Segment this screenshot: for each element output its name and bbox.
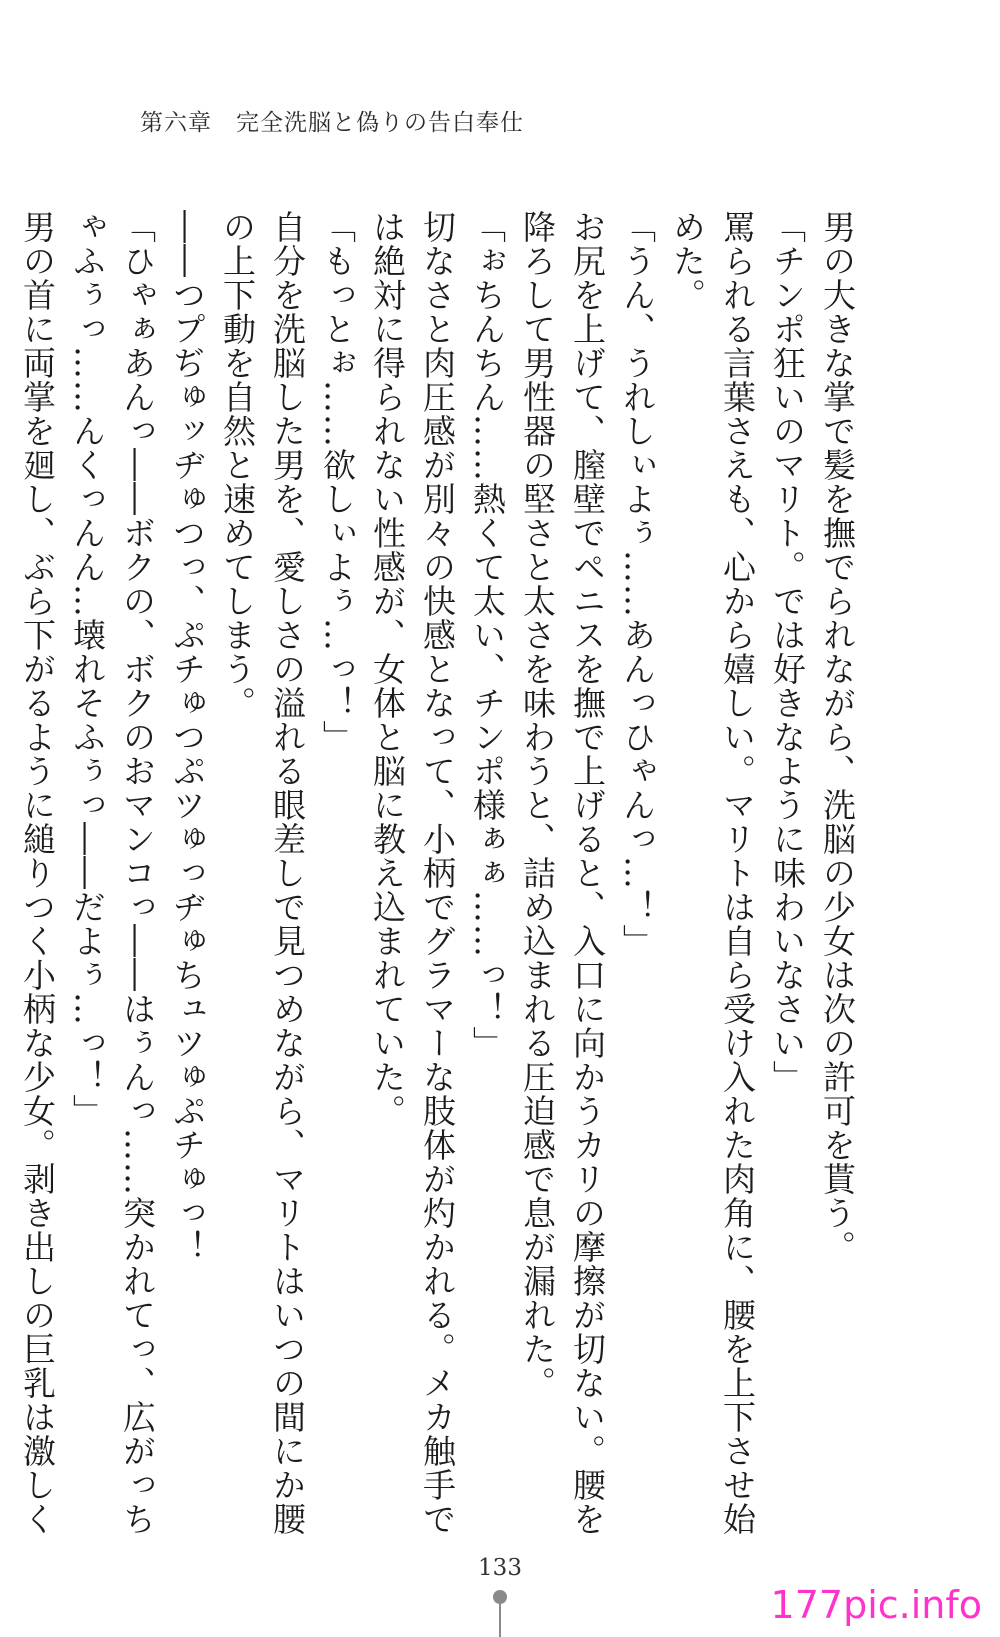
text-line: の上下動を自然と速めてしまう。 bbox=[218, 210, 257, 720]
text-line: は絶対に得られない性感が、女体と脳に教え込まれていた。 bbox=[368, 210, 407, 1128]
text-line: ゃふぅっ……んくっんん…壊れそふぅっ――だよぅ…っ！」 bbox=[68, 210, 107, 1128]
text-line: 「ひゃぁあんっ――ボクの、ボクのおマンコっ――はぅんっ……突かれてっ、広がっち bbox=[118, 210, 157, 1536]
text-line: 「うん、うれしぃよぅ……あんっひゃんっ…！」 bbox=[618, 210, 657, 958]
ornament-dot bbox=[493, 1590, 507, 1604]
text-line: ――つプぢゅッヂゅつっ、ぷチゅつぷツゅっヂゅちュツゅぷチゅっ！ bbox=[168, 210, 207, 1264]
text-line: 切なさと肉圧感が別々の快感となって、小柄でグラマーな肢体が灼かれる。メカ触手で bbox=[418, 210, 457, 1536]
page-number: 133 bbox=[478, 1555, 522, 1581]
watermark: 177pic.info bbox=[770, 1583, 982, 1627]
text-line: 「ぉちんちん……熱くて太い、チンポ様ぁぁ……っ！」 bbox=[468, 210, 507, 1060]
text-line: 「もっとぉ……欲しぃよぅ…っ！」 bbox=[318, 210, 357, 754]
text-line: 自分を洗脳した男を、愛しさの溢れる眼差しで見つめながら、マリトはいつの間にか腰 bbox=[268, 210, 307, 1536]
text-line: 男の首に両掌を廻し、ぶら下がるように縋りつく小柄な少女。剥き出しの巨乳は激しく bbox=[18, 210, 57, 1536]
running-head: 第六章 完全洗脳と偽りの告白奉仕 bbox=[140, 110, 524, 136]
body-text bbox=[18, 210, 862, 1536]
text-line: 男の大きな掌で髪を撫でられながら、洗脳の少女は次の許可を貰う。 bbox=[818, 210, 857, 1264]
text-line: お尻を上げて、膣壁でペニスを撫で上げると、入口に向かうカリの摩擦が切ない。腰を bbox=[568, 210, 607, 1536]
text-line: めた。 bbox=[668, 210, 707, 312]
ornament-stem bbox=[499, 1603, 501, 1637]
text-line: 降ろして男性器の堅さと太さを味わうと、詰め込まれる圧迫感で息が漏れた。 bbox=[518, 210, 557, 1400]
text-line: 罵られる言葉さえも、心から嬉しい。マリトは自ら受け入れた肉角に、腰を上下させ始 bbox=[718, 210, 757, 1536]
text-line: 「チンポ狂いのマリト。では好きなように味わいなさい」 bbox=[768, 210, 807, 1094]
